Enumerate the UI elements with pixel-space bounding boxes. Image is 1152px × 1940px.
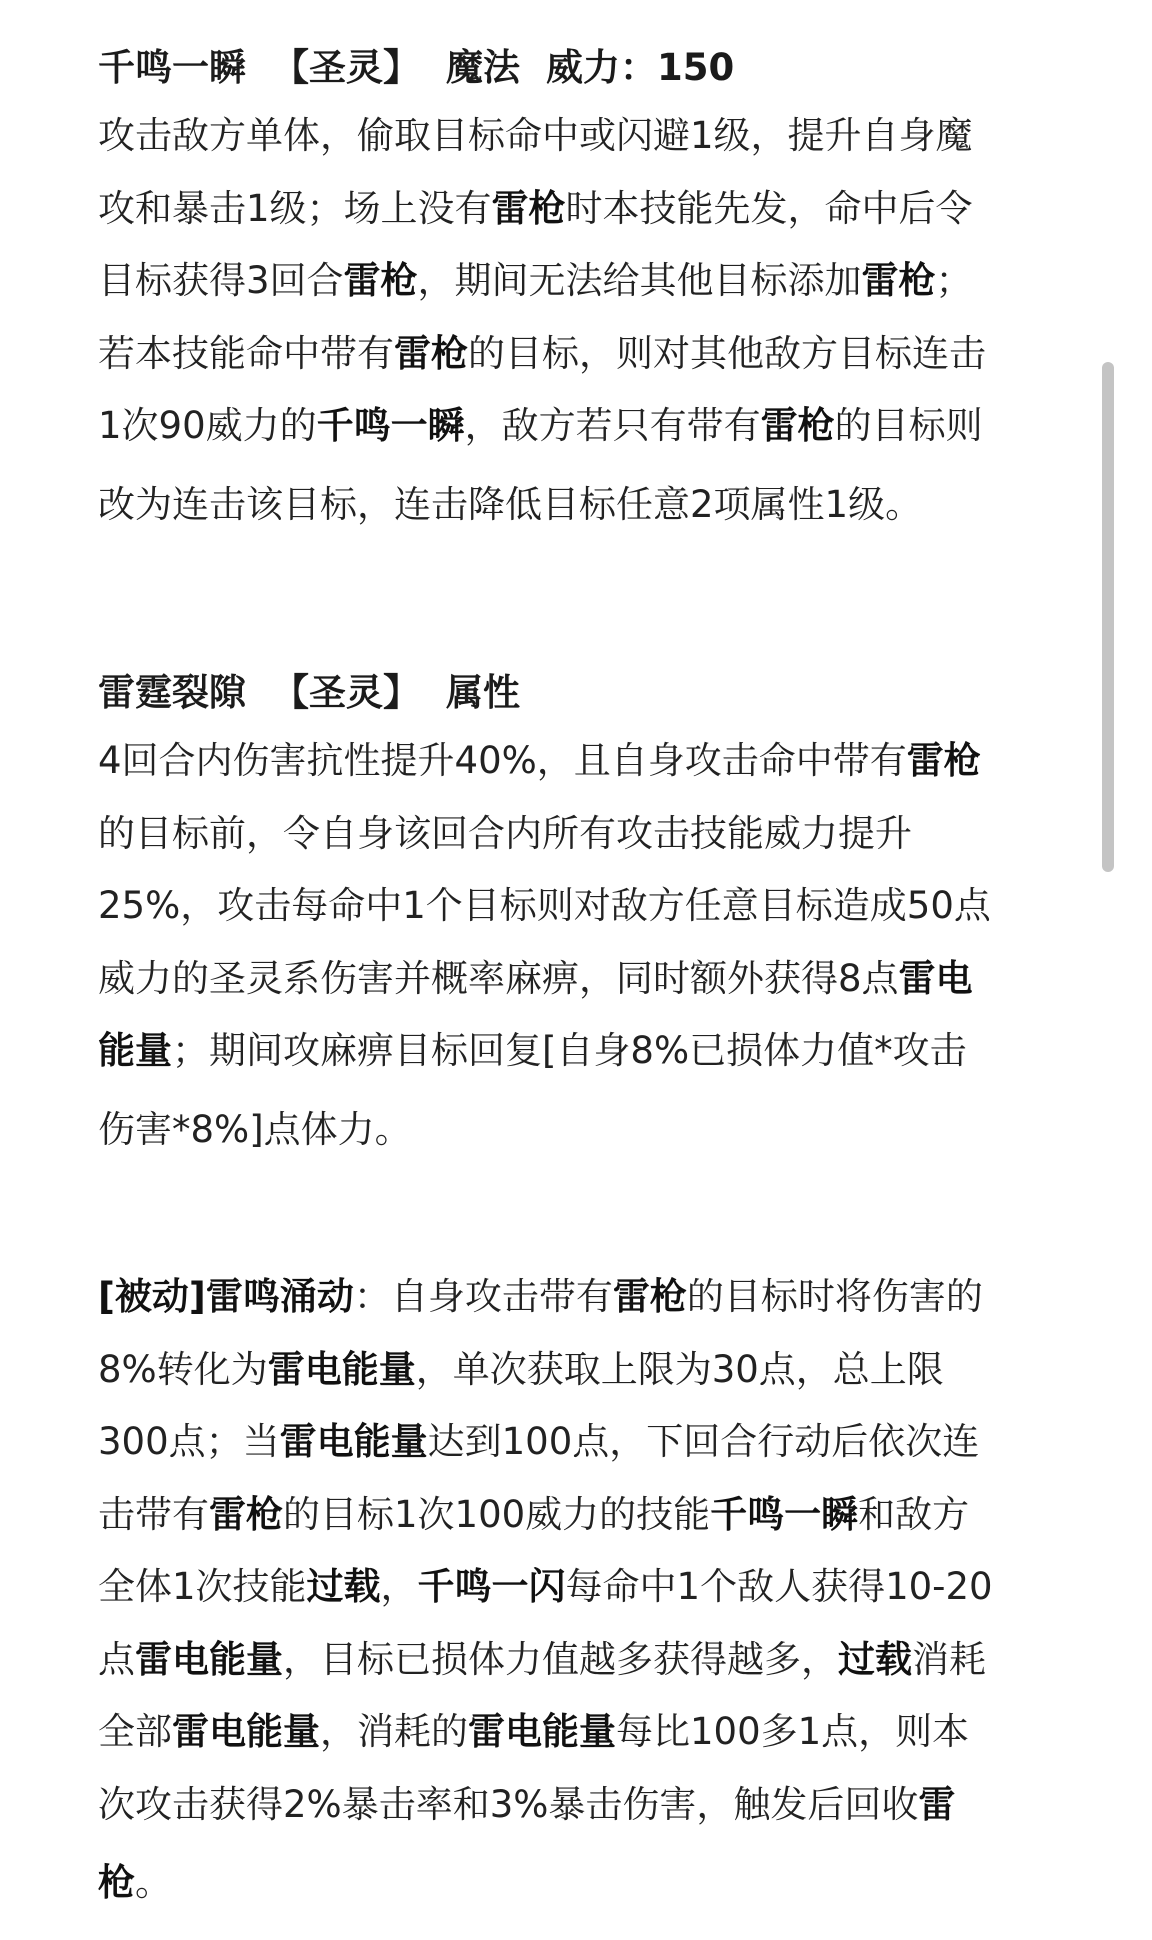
skill-category: 属性 (446, 671, 520, 714)
text-segment: 达到100点，下回合行动后依次连 (427, 1420, 980, 1463)
skill-title (98, 661, 991, 725)
text-segment: 伤害*8%]点体力。 (98, 1107, 412, 1151)
text-line (98, 1479, 993, 1552)
text-line (98, 390, 1073, 463)
text-line (98, 318, 1073, 391)
text-line (98, 725, 991, 798)
text-segment: 全部 (98, 1710, 172, 1753)
text-line (98, 245, 1073, 318)
text-line (98, 100, 1073, 173)
keyword: 雷枪 (491, 186, 566, 230)
text-segment: ：自身攻击带有 (353, 1275, 613, 1318)
keyword: 雷电 (898, 956, 973, 1000)
skill-tag: 【圣灵】 (272, 671, 420, 714)
skill-description (98, 100, 1073, 547)
text-segment: ；期间攻麻痹目标回复[自身8%已损体力值*攻击 (172, 1029, 967, 1072)
text-segment: ； (935, 259, 973, 302)
text-segment: 4回合内伤害抗性提升40%，且自身攻击命中带有 (98, 739, 907, 782)
keyword: 枪 (98, 1861, 135, 1904)
text-segment: 改为连击该目标，连击降低目标任意2项属性1级。 (98, 482, 923, 526)
keyword: 千鸣一闪 (417, 1565, 566, 1608)
skill-power: 威力：150 (546, 46, 735, 89)
text-line (98, 1261, 993, 1334)
text-segment: 1次90威力的 (98, 404, 317, 447)
keyword: 雷电能量 (267, 1347, 416, 1391)
text-segment: 的目标1次100威力的技能 (283, 1492, 711, 1536)
text-line (98, 1406, 993, 1479)
keyword: 过载 (306, 1565, 381, 1608)
skill-title (98, 36, 1073, 100)
text-segment: 每比100多1点，则本 (616, 1710, 970, 1753)
passive-section (98, 1261, 993, 1925)
text-segment: 8%转化为 (98, 1347, 268, 1391)
text-segment: 威力的圣灵系伤害并概率麻痹，同时额外获得8点 (98, 956, 899, 1000)
text-line (98, 463, 1073, 547)
text-segment: 25%，攻击每命中1个目标则对敌方任意目标造成50点 (98, 884, 991, 927)
text-segment: 点 (98, 1637, 135, 1681)
text-line (98, 1088, 991, 1172)
text-segment: 目标获得3回合 (98, 259, 344, 302)
keyword: 千鸣一瞬 (710, 1492, 859, 1536)
keyword: 雷枪 (861, 259, 936, 302)
keyword: 雷枪 (209, 1492, 283, 1536)
keyword: 雷 (918, 1782, 956, 1826)
text-segment: 若本技能命中带有 (98, 331, 394, 375)
keyword: 雷电能量 (468, 1710, 616, 1753)
keyword: 雷枪 (760, 404, 835, 447)
text-segment: 和敌方 (858, 1492, 970, 1536)
keyword: [被动]雷鸣涌动 (98, 1275, 354, 1318)
passive-description (98, 1261, 993, 1925)
text-segment: 每命中1个敌人获得10-20 (565, 1565, 993, 1608)
text-segment: ，目标已损体力值越多获得越多， (283, 1637, 838, 1681)
text-segment: 时本技能先发，命中后令 (565, 186, 973, 230)
text-segment: 消耗 (912, 1637, 986, 1681)
text-segment: ，单次获取上限为30点，总上限 (415, 1347, 944, 1391)
keyword: 雷电能量 (279, 1420, 428, 1463)
keyword: 能量 (98, 1029, 172, 1072)
keyword: 千鸣一瞬 (316, 404, 465, 447)
keyword: 雷电能量 (172, 1710, 320, 1753)
keyword: 过载 (838, 1637, 912, 1681)
text-line (98, 798, 991, 871)
text-line (98, 870, 991, 943)
keyword: 雷枪 (394, 331, 468, 375)
vertical-scrollbar[interactable] (1102, 362, 1114, 872)
text-line (98, 1334, 993, 1407)
skill-section-2 (98, 661, 991, 1172)
text-line (98, 943, 991, 1016)
text-segment: 的目标时将伤害的 (686, 1275, 983, 1318)
keyword: 雷枪 (612, 1275, 687, 1318)
keyword: 雷电能量 (135, 1637, 283, 1681)
text-segment: ，敌方若只有带有 (464, 404, 761, 447)
text-segment: ，消耗的 (320, 1710, 468, 1753)
text-segment: 的目标则 (834, 404, 983, 447)
text-line (98, 1696, 993, 1769)
text-segment: 300点；当 (98, 1420, 280, 1463)
text-segment: 全体1次技能 (98, 1565, 307, 1608)
text-segment: 。 (135, 1861, 172, 1904)
text-segment: ，期间无法给其他目标添加 (417, 259, 862, 302)
text-segment: ， (380, 1565, 418, 1608)
skill-name: 雷霆裂隙 (98, 671, 246, 714)
text-segment: 的目标，则对其他敌方目标连击 (468, 331, 986, 375)
text-line (98, 1841, 993, 1925)
skill-name: 千鸣一瞬 (98, 46, 246, 89)
text-line (98, 1769, 993, 1842)
skill-description (98, 725, 991, 1172)
keyword: 雷枪 (906, 739, 981, 782)
text-segment: 攻和暴击1级；场上没有 (98, 186, 492, 230)
skill-tag: 【圣灵】 (272, 46, 420, 89)
text-segment: 次攻击获得2%暴击率和3%暴击伤害，触发后回收 (98, 1782, 919, 1826)
text-line (98, 1551, 993, 1624)
text-segment: 的目标前，令自身该回合内所有攻击技能威力提升 (98, 811, 912, 855)
text-line (98, 173, 1073, 246)
keyword: 雷枪 (343, 259, 418, 302)
skill-section-1 (98, 36, 1073, 547)
text-line (98, 1624, 993, 1697)
skill-category: 魔法 (446, 46, 520, 89)
text-segment: 击带有 (98, 1492, 209, 1536)
text-line (98, 1015, 991, 1088)
text-segment: 攻击敌方单体，偷取目标命中或闪避1级，提升自身魔 (98, 114, 973, 157)
skill-document (98, 36, 1073, 1904)
